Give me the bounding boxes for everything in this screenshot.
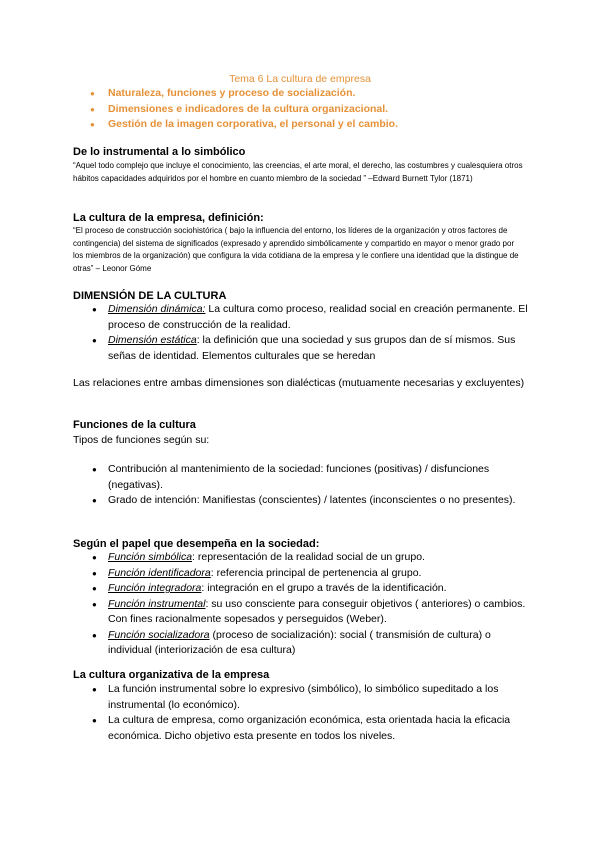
term-label: Función integradora xyxy=(108,582,202,594)
section-heading-definition: La cultura de la empresa, definición: xyxy=(73,212,264,224)
term-label: Función simbólica xyxy=(108,551,193,563)
list-item xyxy=(92,550,532,566)
section-heading-dimension: DIMENSIÓN DE LA CULTURA xyxy=(73,290,227,302)
term-description: : su uso consciente para conseguir objetivos ( anteriores) o cambios. Con fines racionalmente sopesados y perseguidos (Weber). xyxy=(108,597,526,625)
list-item xyxy=(92,333,532,364)
list-item xyxy=(92,597,532,628)
tylor-quote: “Aquel todo complejo que incluye el conocimiento, las creencias, el arte moral, el derecho, las costumbres y cualesquiera otros hábitos capacidades adquiridos por el hombre en cuanto miembro de la sociedad ” –Edward Burnett Tylor (1871) xyxy=(73,161,523,183)
topic-item: ● Dimensiones e indicadores de la cultura organizacional. xyxy=(90,102,398,118)
topic-item: ● Naturaleza, funciones y proceso de socialización. xyxy=(90,86,398,102)
organizational-list xyxy=(92,682,532,744)
list-item: ● La función instrumental sobre lo expresivo (simbólico), lo simbólico supeditado a los instrumental (lo económico). xyxy=(92,682,532,713)
dimension-note: Las relaciones entre ambas dimensiones son dialécticas (mutuamente necesarias y excluyentes) xyxy=(73,377,525,389)
list-item xyxy=(92,581,532,597)
term-description: : integración en el grupo a través de la identificación. xyxy=(201,582,447,594)
list-item xyxy=(92,628,532,659)
term-description: : representación de la realidad social de un grupo. xyxy=(192,551,425,563)
term-description: La cultura como proceso, realidad social en creación permanente. El proceso de construcción de la realidad. xyxy=(108,303,528,331)
section-heading-functions: Funciones de la cultura xyxy=(73,419,196,431)
term-description: (proceso de socialización): social ( transmisión de cultura) o individual (interiorización de esa cultura) xyxy=(108,628,491,656)
functions-intro: Tipos de funciones según su: xyxy=(73,434,210,446)
list-item xyxy=(92,302,532,333)
section-heading-role: Según el papel que desempeña en la sociedad: xyxy=(73,538,320,550)
dimension-list xyxy=(92,302,532,364)
list-item: ● La cultura de empresa, como organización económica, esta orientada hacia la eficacia económica. Dicho objetivo esta presente en todos los niveles. xyxy=(92,713,532,744)
term-label: Función identificadora xyxy=(108,566,211,579)
topic-list xyxy=(90,86,398,133)
section-heading-instrumental: De lo instrumental a lo simbólico xyxy=(73,146,246,158)
section-heading-organizational: La cultura organizativa de la empresa xyxy=(73,669,270,681)
term-label: Función instrumental xyxy=(108,597,206,610)
gomez-quote: “El proceso de construcción sociohistórica ( bajo la influencia del entorno, los líderes de la organización y otros factores de contingencia) del sistema de significados (expresado y aprendido simbólicamente y compartido en mayor o menor grado por los miembros de la organización) que configura la vida cotidiana de la empresa y le confiere una identidad que la distingue de otras” – Leonor Góme xyxy=(73,226,519,273)
term-label: Dimensión estática xyxy=(108,334,197,346)
term-description: : la definición que una sociedad y sus grupos dan de sí mismos. Sus señas de identidad. Elementos culturales que se heredan xyxy=(108,334,516,362)
topic-item: ● Gestión de la imagen corporativa, el personal y el cambio. xyxy=(90,117,398,133)
term-description: : referencia principal de pertenencia al grupo. xyxy=(210,566,422,579)
list-item: ● Grado de intención: Manifiestas (conscientes) / latentes (inconscientes o no presentes). xyxy=(92,493,532,509)
list-item: ● Contribución al mantenimiento de la sociedad: funciones (positivas) / disfunciones (negativas). xyxy=(92,462,532,493)
functions-list xyxy=(92,462,532,509)
document-title: Tema 6 La cultura de empresa xyxy=(229,73,371,85)
term-label: Dimensión dinámica: xyxy=(108,303,206,315)
list-item xyxy=(92,566,532,582)
role-functions-list xyxy=(92,550,532,659)
term-label: Función socializadora xyxy=(108,628,210,641)
